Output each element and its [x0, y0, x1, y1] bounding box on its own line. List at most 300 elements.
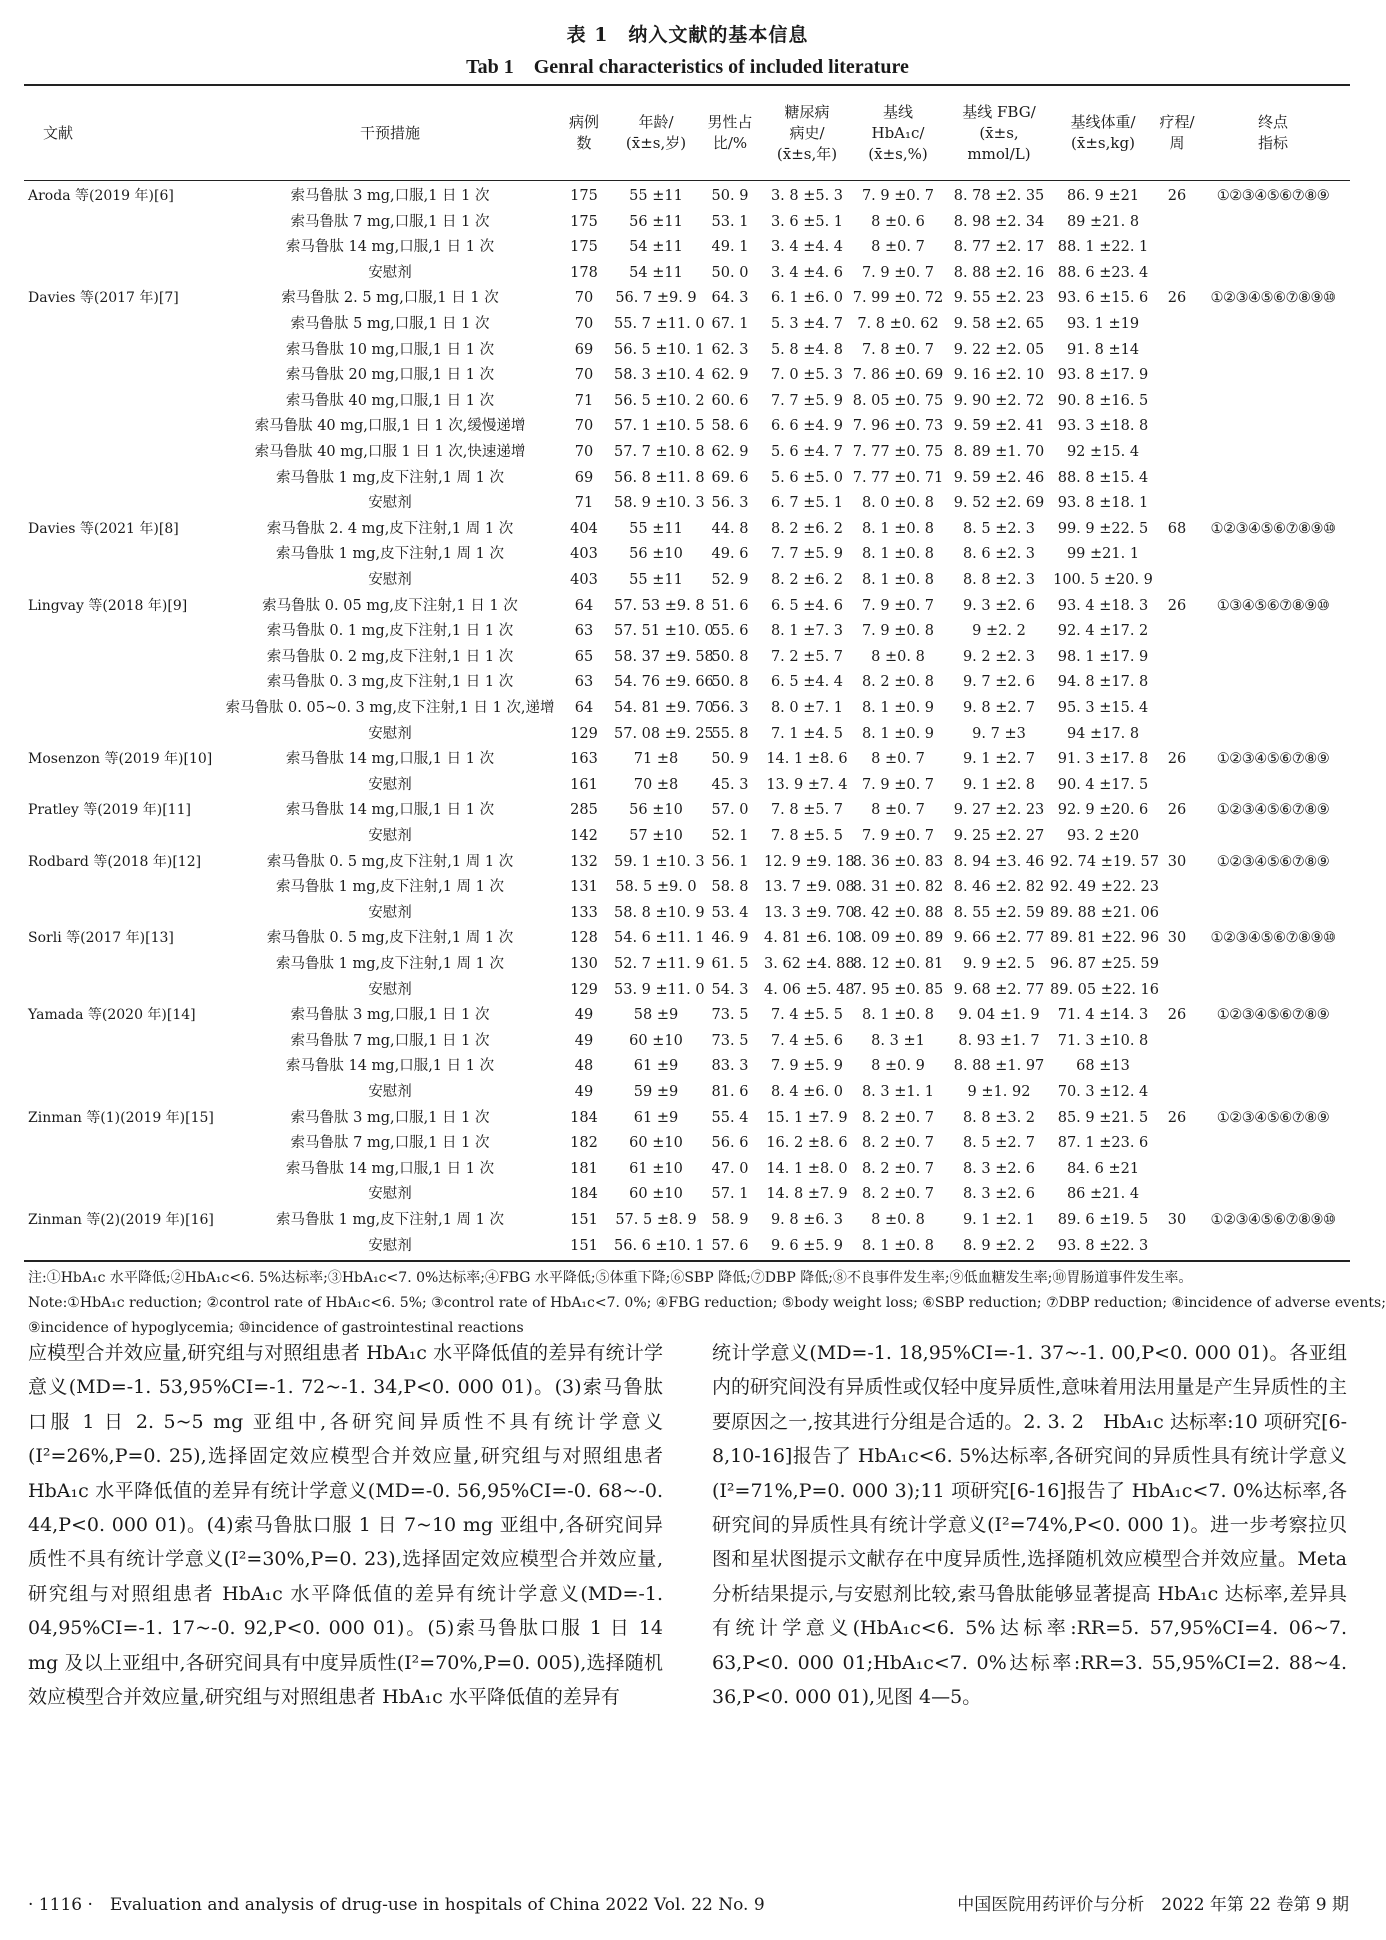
table-row: [0, 363, 1375, 389]
cell-age: 70 ±8: [633, 776, 679, 793]
cell-intervention: 安慰剂: [368, 828, 412, 844]
cell-hba1c: 7. 77 ±0. 75: [852, 444, 944, 460]
cell-fbg: 9. 55 ±2. 23: [953, 290, 1045, 307]
table-row: [0, 696, 1375, 722]
cell-hba1c: 7. 96 ±0. 73: [852, 418, 944, 435]
cell-n: 131: [570, 879, 598, 896]
cell-fbg: 9. 1 ±2. 1: [962, 1212, 1036, 1228]
cell-age: 61 ±9: [633, 1058, 679, 1075]
cell-fbg: 9. 59 ±2. 46: [953, 469, 1045, 486]
header-course: 疗程/ 周: [1159, 113, 1195, 152]
cell-endpoint: [1198, 261, 1348, 287]
table-row: [0, 1234, 1375, 1260]
cell-intervention: 索马鲁肽 1 mg,皮下注射,1 周 1 次: [276, 469, 504, 486]
cell-fbg: 8. 8 ±2. 3: [962, 572, 1036, 588]
cell-male: 52. 9: [711, 572, 749, 588]
cell-course: [1156, 491, 1198, 517]
header-n: 病例 数: [568, 113, 599, 152]
cell-duration: 9. 6 ±5. 9: [770, 1237, 844, 1254]
note-en-line2: ⑨incidence of hypoglycemia; ⑩incidence of gastrointestinal reactions: [28, 1320, 524, 1336]
cell-duration: 9. 8 ±6. 3: [770, 1212, 844, 1228]
cell-bw: 86. 9 ±21: [1066, 188, 1140, 204]
cell-duration: 7. 4 ±5. 5: [770, 1007, 844, 1024]
cell-intervention: 索马鲁肽 0. 05~0. 3 mg,皮下注射,1 日 1 次,递增: [225, 700, 555, 716]
cell-course: [1156, 312, 1198, 338]
table-row: [0, 926, 1375, 952]
cell-hba1c: 8 ±0. 8: [871, 648, 925, 665]
cell-fbg: 9 ±2. 2: [972, 623, 1026, 640]
table-row: [0, 722, 1375, 748]
cell-intervention: 索马鲁肽 40 mg,口服,1 日 1 次: [285, 392, 495, 409]
cell-bw: 84. 6 ±21: [1066, 1160, 1140, 1177]
table-row: [0, 594, 1375, 620]
cell-duration: 15. 1 ±7. 9: [766, 1109, 848, 1126]
table-row: [0, 952, 1375, 978]
cell-intervention: 索马鲁肽 3 mg,口服,1 日 1 次: [290, 188, 490, 204]
cell-course: [1156, 773, 1198, 799]
cell-n: 69: [574, 341, 594, 358]
cell-intervention: 索马鲁肽 1 mg,皮下注射,1 周 1 次: [276, 1212, 504, 1228]
cell-n: 128: [570, 930, 598, 947]
cell-male: 50. 9: [711, 188, 749, 204]
cell-bw: 70. 3 ±12. 4: [1057, 1084, 1149, 1100]
cell-age: 54 ±11: [629, 264, 683, 281]
cell-duration: 8. 1 ±7. 3: [770, 623, 844, 640]
cell-n: 49: [574, 1084, 594, 1100]
cell-fbg: 9. 66 ±2. 77: [953, 930, 1045, 947]
cell-age: 57. 7 ±10. 8: [614, 444, 705, 460]
cell-male: 55. 6: [711, 623, 749, 640]
cell-bw: 91. 3 ±17. 8: [1057, 751, 1149, 768]
cell-age: 52. 7 ±11. 9: [614, 956, 705, 972]
cell-bw: 99 ±21. 1: [1066, 546, 1140, 563]
cell-n: 70: [574, 444, 594, 460]
cell-n: 71: [574, 392, 594, 409]
table-row: [0, 184, 1375, 210]
cell-fbg: 8. 55 ±2. 59: [953, 904, 1045, 921]
cell-hba1c: 7. 9 ±0. 7: [861, 597, 935, 614]
cell-male: 53. 1: [711, 213, 749, 230]
cell-age: 56. 5 ±10. 2: [614, 392, 705, 409]
cell-course: [1156, 466, 1198, 492]
table-header: [0, 86, 1375, 180]
cell-fbg: 9 ±1. 92: [967, 1084, 1031, 1100]
cell-bw: 85. 9 ±21. 5: [1057, 1109, 1149, 1126]
cell-n: 70: [574, 367, 594, 384]
cell-endpoint: [1198, 824, 1348, 850]
cell-duration: 6. 5 ±4. 6: [770, 597, 844, 614]
cell-hba1c: 7. 9 ±0. 7: [861, 264, 935, 281]
cell-course: [1156, 619, 1198, 645]
cell-endpoint: [1198, 1157, 1348, 1183]
cell-n: 404: [570, 520, 598, 537]
cell-male: 83. 3: [711, 1058, 749, 1075]
cell-age: 57. 53 ±9. 8: [614, 597, 705, 614]
cell-duration: 6. 1 ±6. 0: [770, 290, 844, 307]
cell-duration: 13. 9 ±7. 4: [766, 776, 848, 793]
cell-duration: 3. 62 ±4. 88: [764, 956, 855, 972]
cell-intervention: 安慰剂: [368, 264, 412, 281]
table-header-rule: [24, 180, 1350, 181]
table-row: [0, 286, 1375, 312]
cell-fbg: 9. 16 ±2. 10: [953, 367, 1045, 384]
cell-course: 30: [1167, 930, 1187, 947]
cell-age: 59 ±9: [633, 1084, 679, 1100]
cell-endpoint: ①②③④⑤⑥⑦⑧⑨⑩: [1210, 520, 1336, 537]
table-row: [0, 338, 1375, 364]
cell-hba1c: 8. 12 ±0. 81: [852, 956, 944, 972]
cell-fbg: 8. 8 ±3. 2: [962, 1109, 1036, 1126]
cell-male: 50. 0: [711, 264, 749, 281]
cell-n: 71: [574, 495, 594, 512]
cell-course: 26: [1167, 290, 1187, 307]
cell-study: Davies 等(2021 年)[8]: [28, 520, 179, 537]
cell-n: 63: [574, 674, 594, 691]
cell-male: 62. 3: [711, 341, 749, 358]
cell-course: [1156, 542, 1198, 568]
cell-duration: 6. 5 ±4. 4: [770, 674, 844, 691]
cell-bw: 88. 1 ±22. 1: [1057, 239, 1149, 256]
cell-fbg: 9. 04 ±1. 9: [958, 1007, 1040, 1024]
cell-endpoint: ①②③④⑤⑥⑦⑧⑨: [1216, 188, 1330, 204]
table-row: [0, 210, 1375, 236]
cell-intervention: 安慰剂: [368, 776, 412, 793]
cell-endpoint: [1198, 440, 1348, 466]
cell-male: 56. 6: [711, 1135, 749, 1152]
cell-hba1c: 8. 09 ±0. 89: [852, 930, 944, 947]
cell-n: 182: [570, 1135, 598, 1152]
cell-endpoint: [1198, 414, 1348, 440]
cell-male: 56. 3: [711, 700, 749, 716]
cell-duration: 3. 4 ±4. 4: [770, 239, 844, 256]
table-row: [0, 312, 1375, 338]
cell-intervention: 索马鲁肽 10 mg,口服,1 日 1 次: [285, 341, 495, 358]
cell-duration: 5. 8 ±4. 8: [770, 341, 844, 358]
cell-male: 52. 1: [711, 828, 749, 844]
cell-male: 53. 4: [711, 904, 749, 921]
cell-duration: 3. 6 ±5. 1: [770, 213, 844, 230]
cell-hba1c: 7. 9 ±0. 7: [861, 828, 935, 844]
cell-age: 61 ±10: [629, 1160, 683, 1177]
cell-course: 30: [1167, 853, 1187, 870]
cell-endpoint: [1198, 210, 1348, 236]
cell-bw: 90. 4 ±17. 5: [1057, 776, 1149, 793]
cell-fbg: 9. 22 ±2. 05: [953, 341, 1045, 358]
cell-hba1c: 8. 05 ±0. 75: [852, 392, 944, 409]
table-row: [0, 875, 1375, 901]
cell-fbg: 8. 3 ±2. 6: [962, 1186, 1036, 1203]
cell-course: [1156, 568, 1198, 594]
cell-hba1c: 8 ±0. 7: [871, 751, 925, 768]
cell-course: 26: [1167, 597, 1187, 614]
cell-study: Lingvay 等(2018 年)[9]: [28, 597, 188, 614]
cell-duration: 4. 81 ±6. 10: [764, 930, 855, 947]
cell-fbg: 8. 5 ±2. 7: [962, 1135, 1036, 1152]
cell-intervention: 安慰剂: [368, 981, 412, 998]
cell-hba1c: 8. 42 ±0. 88: [852, 904, 944, 921]
cell-intervention: 索马鲁肽 7 mg,口服,1 日 1 次: [290, 1032, 490, 1049]
cell-intervention: 索马鲁肽 14 mg,口服,1 日 1 次: [285, 802, 495, 819]
cell-course: [1156, 978, 1198, 1004]
cell-fbg: 9. 59 ±2. 41: [953, 418, 1045, 435]
cell-duration: 5. 6 ±5. 0: [770, 469, 844, 486]
cell-course: [1156, 952, 1198, 978]
cell-fbg: 9. 58 ±2. 65: [953, 316, 1045, 332]
cell-course: [1156, 1131, 1198, 1157]
cell-course: [1156, 261, 1198, 287]
cell-n: 70: [574, 290, 594, 307]
table-caption-en: Tab 1 Genral characteristics of included literature: [466, 56, 909, 78]
cell-male: 58. 8: [711, 879, 749, 896]
cell-duration: 8. 2 ±6. 2: [770, 572, 844, 588]
cell-course: [1156, 824, 1198, 850]
cell-bw: 92. 49 ±22. 23: [1050, 879, 1159, 896]
cell-bw: 94 ±17. 8: [1066, 725, 1140, 742]
cell-n: 129: [570, 981, 598, 998]
cell-n: 49: [574, 1007, 594, 1024]
cell-course: [1156, 1029, 1198, 1055]
cell-male: 56. 3: [711, 495, 749, 512]
cell-bw: 92. 9 ±20. 6: [1057, 802, 1149, 819]
cell-n: 64: [574, 597, 594, 614]
table-row: [0, 619, 1375, 645]
cell-hba1c: 8. 1 ±0. 8: [861, 546, 935, 563]
table-row: [0, 670, 1375, 696]
cell-age: 58. 5 ±9. 0: [615, 879, 697, 896]
table-row: [0, 440, 1375, 466]
cell-n: 403: [570, 572, 598, 588]
cell-intervention: 索马鲁肽 1 mg,皮下注射,1 周 1 次: [276, 879, 504, 896]
cell-course: [1156, 1157, 1198, 1183]
table-row: [0, 261, 1375, 287]
table-row: [0, 1182, 1375, 1208]
cell-endpoint: [1198, 389, 1348, 415]
cell-n: 403: [570, 546, 598, 563]
cell-age: 57. 51 ±10. 0: [614, 623, 714, 640]
cell-age: 57. 5 ±8. 9: [615, 1212, 697, 1228]
cell-hba1c: 8. 1 ±0. 9: [861, 725, 935, 742]
cell-age: 56 ±11: [629, 213, 683, 230]
cell-age: 59. 1 ±10. 3: [614, 853, 705, 870]
cell-bw: 94. 8 ±17. 8: [1057, 674, 1149, 691]
table-row: [0, 1157, 1375, 1183]
footer-left: · 1116 · Evaluation and analysis of drug-use in hospitals of China 2022 Vol. 22 No. 9: [28, 1895, 765, 1915]
cell-age: 54. 81 ±9. 70: [614, 700, 714, 716]
cell-hba1c: 8. 31 ±0. 82: [852, 879, 944, 896]
cell-fbg: 8. 88 ±2. 16: [953, 264, 1045, 281]
cell-course: [1156, 389, 1198, 415]
header-intervention: 干预措施: [359, 123, 420, 142]
cell-intervention: 索马鲁肽 0. 5 mg,皮下注射,1 周 1 次: [266, 930, 514, 947]
cell-endpoint: ①②③④⑤⑥⑦⑧⑨: [1216, 802, 1330, 819]
cell-intervention: 安慰剂: [368, 1186, 412, 1203]
cell-course: [1156, 722, 1198, 748]
cell-bw: 93. 6 ±15. 6: [1057, 290, 1149, 307]
cell-n: 49: [574, 1032, 594, 1049]
cell-endpoint: [1198, 235, 1348, 261]
cell-duration: 8. 0 ±7. 1: [770, 700, 844, 716]
header-duration: 糖尿病 病史/ (x̄±s,年): [776, 102, 838, 163]
cell-bw: 86 ±21. 4: [1066, 1186, 1140, 1203]
cell-fbg: 9. 7 ±2. 6: [962, 674, 1036, 691]
cell-duration: 4. 06 ±5. 48: [764, 981, 855, 998]
cell-fbg: 9. 25 ±2. 27: [953, 828, 1045, 844]
cell-n: 163: [570, 751, 598, 768]
table-row: [0, 747, 1375, 773]
cell-fbg: 9. 8 ±2. 7: [962, 700, 1036, 716]
cell-age: 58. 8 ±10. 9: [614, 904, 705, 921]
cell-male: 49. 1: [711, 239, 749, 256]
cell-male: 62. 9: [711, 444, 749, 460]
cell-hba1c: 8. 36 ±0. 83: [852, 853, 944, 870]
cell-n: 161: [570, 776, 598, 793]
cell-hba1c: 7. 99 ±0. 72: [852, 290, 944, 307]
note-en-line1: Note:①HbA₁c reduction; ②control rate of HbA₁c<6. 5%; ③control rate of HbA₁c<7. 0%; ④FBG reduction; ⑤body weight loss; ⑥SBP reduction; ⑦DBP reduction; ⑧incidence of adverse events;: [28, 1295, 1386, 1311]
cell-intervention: 索马鲁肽 14 mg,口服,1 日 1 次: [285, 239, 495, 256]
cell-duration: 14. 1 ±8. 6: [766, 751, 848, 768]
cell-duration: 3. 8 ±5. 3: [770, 188, 844, 204]
cell-intervention: 安慰剂: [368, 495, 412, 512]
cell-bw: 87. 1 ±23. 6: [1057, 1135, 1149, 1152]
cell-male: 50. 9: [711, 751, 749, 768]
cell-bw: 93. 3 ±18. 8: [1057, 418, 1149, 435]
cell-age: 56. 5 ±10. 1: [614, 341, 705, 358]
cell-endpoint: ①②③④⑤⑥⑦⑧⑨: [1216, 853, 1330, 870]
cell-bw: 93. 8 ±22. 3: [1057, 1237, 1149, 1254]
cell-endpoint: [1198, 338, 1348, 364]
cell-course: [1156, 338, 1198, 364]
cell-fbg: 8. 9 ±2. 2: [962, 1237, 1036, 1254]
cell-hba1c: 7. 9 ±0. 8: [861, 623, 935, 640]
note-cn: 注:①HbA₁c 水平降低;②HbA₁c<6. 5%达标率;③HbA₁c<7. 0%达标率;④FBG 水平降低;⑤体重下降;⑥SBP 降低;⑦DBP 降低;⑧不良事件发生率;⑨低血糖发生率;⑩胃肠道事件发生率。: [28, 1270, 1193, 1286]
cell-intervention: 安慰剂: [368, 904, 412, 921]
cell-hba1c: 7. 77 ±0. 71: [852, 469, 944, 486]
cell-duration: 7. 1 ±4. 5: [770, 725, 844, 742]
cell-duration: 12. 9 ±9. 18: [764, 853, 855, 870]
cell-intervention: 索马鲁肽 7 mg,口服,1 日 1 次: [290, 1135, 490, 1152]
cell-n: 48: [574, 1058, 594, 1075]
cell-age: 53. 9 ±11. 0: [614, 981, 705, 998]
cell-intervention: 索马鲁肽 0. 05 mg,皮下注射,1 日 1 次: [262, 597, 518, 614]
cell-endpoint: [1198, 722, 1348, 748]
cell-hba1c: 7. 8 ±0. 62: [857, 316, 939, 332]
cell-fbg: 8. 6 ±2. 3: [962, 546, 1036, 563]
cell-study: Sorli 等(2017 年)[13]: [28, 930, 174, 947]
cell-n: 181: [570, 1160, 598, 1177]
cell-age: 55 ±11: [629, 572, 683, 588]
cell-bw: 92. 4 ±17. 2: [1057, 623, 1149, 640]
cell-intervention: 索马鲁肽 2. 4 mg,皮下注射,1 周 1 次: [266, 520, 514, 537]
cell-bw: 88. 8 ±15. 4: [1057, 469, 1149, 486]
cell-male: 67. 1: [711, 316, 749, 332]
cell-endpoint: [1198, 466, 1348, 492]
cell-endpoint: ①②③④⑤⑥⑦⑧⑨⑩: [1210, 1212, 1336, 1228]
table-row: [0, 1003, 1375, 1029]
cell-endpoint: [1198, 875, 1348, 901]
cell-hba1c: 8. 3 ±1. 1: [861, 1084, 935, 1100]
cell-intervention: 索马鲁肽 3 mg,口服,1 日 1 次: [290, 1109, 490, 1126]
cell-age: 60 ±10: [629, 1032, 683, 1049]
cell-endpoint: [1198, 670, 1348, 696]
cell-bw: 98. 1 ±17. 9: [1057, 648, 1149, 665]
cell-course: [1156, 901, 1198, 927]
cell-fbg: 8. 3 ±2. 6: [962, 1160, 1036, 1177]
cell-hba1c: 8. 2 ±0. 7: [861, 1186, 935, 1203]
cell-intervention: 安慰剂: [368, 1237, 412, 1254]
cell-bw: 90. 8 ±16. 5: [1057, 392, 1149, 409]
cell-age: 57 ±10: [629, 828, 683, 844]
cell-endpoint: [1198, 1029, 1348, 1055]
cell-age: 56. 6 ±10. 1: [614, 1237, 705, 1254]
cell-fbg: 9. 27 ±2. 23: [953, 802, 1045, 819]
cell-duration: 8. 4 ±6. 0: [770, 1084, 844, 1100]
cell-hba1c: 8 ±0. 8: [871, 1212, 925, 1228]
cell-duration: 14. 8 ±7. 9: [766, 1186, 848, 1203]
cell-age: 58. 9 ±10. 3: [614, 495, 705, 512]
cell-intervention: 索马鲁肽 20 mg,口服,1 日 1 次: [285, 367, 495, 384]
cell-duration: 7. 8 ±5. 7: [770, 802, 844, 819]
cell-n: 130: [570, 956, 598, 972]
cell-hba1c: 8. 1 ±0. 8: [861, 1237, 935, 1254]
cell-endpoint: [1198, 619, 1348, 645]
cell-course: [1156, 670, 1198, 696]
cell-n: 64: [574, 700, 594, 716]
cell-fbg: 8. 77 ±2. 17: [953, 239, 1045, 256]
cell-male: 55. 4: [711, 1109, 749, 1126]
cell-male: 49. 6: [711, 546, 749, 563]
cell-study: Yamada 等(2020 年)[14]: [28, 1007, 196, 1024]
cell-bw: 93. 2 ±20: [1066, 828, 1140, 844]
cell-course: [1156, 440, 1198, 466]
cell-course: [1156, 645, 1198, 671]
cell-intervention: 索马鲁肽 14 mg,口服,1 日 1 次: [285, 1058, 495, 1075]
header-male: 男性占 比/%: [707, 113, 753, 152]
cell-endpoint: [1198, 1131, 1348, 1157]
header-study: 文献: [42, 123, 73, 142]
cell-course: [1156, 235, 1198, 261]
cell-bw: 68 ±13: [1076, 1058, 1130, 1075]
cell-course: 30: [1167, 1212, 1187, 1228]
cell-age: 57. 1 ±10. 5: [614, 418, 705, 435]
cell-endpoint: ①②③④⑤⑥⑦⑧⑨⑩: [1210, 290, 1336, 307]
cell-study: Aroda 等(2019 年)[6]: [28, 188, 174, 204]
table-row: [0, 978, 1375, 1004]
cell-male: 62. 9: [711, 367, 749, 384]
cell-male: 51. 6: [711, 597, 749, 614]
cell-duration: 5. 6 ±4. 7: [770, 444, 844, 460]
table-row: [0, 235, 1375, 261]
cell-intervention: 索马鲁肽 0. 1 mg,皮下注射,1 日 1 次: [266, 623, 514, 640]
cell-endpoint: [1198, 901, 1348, 927]
cell-duration: 6. 7 ±5. 1: [770, 495, 844, 512]
cell-duration: 7. 4 ±5. 6: [770, 1032, 844, 1049]
cell-bw: 100. 5 ±20. 9: [1053, 572, 1153, 588]
cell-course: 26: [1167, 1109, 1187, 1126]
cell-male: 54. 3: [711, 981, 749, 998]
cell-endpoint: [1198, 1080, 1348, 1106]
cell-endpoint: ①②③④⑤⑥⑦⑧⑨: [1216, 751, 1330, 768]
cell-age: 56. 8 ±11. 8: [614, 469, 705, 486]
cell-n: 70: [574, 418, 594, 435]
cell-intervention: 索马鲁肽 1 mg,皮下注射,1 周 1 次: [276, 956, 504, 972]
cell-male: 58. 9: [711, 1212, 749, 1228]
cell-hba1c: 8 ±0. 9: [871, 1058, 925, 1075]
cell-duration: 7. 2 ±5. 7: [770, 648, 844, 665]
table-caption-cn: 表 1 纳入文献的基本信息: [566, 24, 809, 46]
cell-bw: 88. 6 ±23. 4: [1057, 264, 1149, 281]
cell-fbg: 9. 1 ±2. 8: [962, 776, 1036, 793]
cell-endpoint: ①②③④⑤⑥⑦⑧⑨: [1216, 1007, 1330, 1024]
